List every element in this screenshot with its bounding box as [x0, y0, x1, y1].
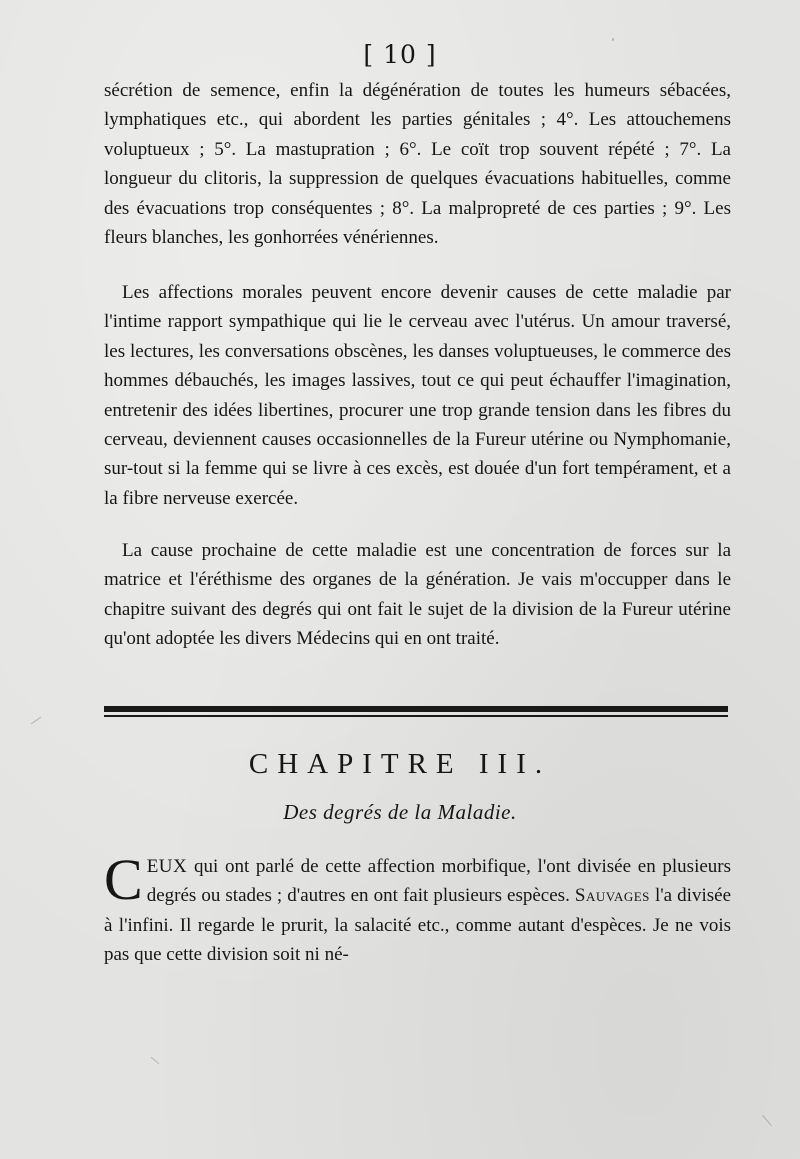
drop-cap: C: [104, 847, 143, 912]
chapter-subtitle: Des degrés de la Maladie.: [283, 800, 517, 824]
paragraph-proximate-cause: [104, 536, 731, 654]
paragraph-text: sécrétion de semence, enfin la dégénération de toutes les humeurs sébacées, lymphatiques etc., qui abordent les parties génitales ; 4°. Les attouchemens voluptueux ; 5°. La mastupration ; 6°. Le coït trop souvent répété ; 7°. La longueur du clitoris, la suppression de quelques évacuations habituelles, comme des évacuations trop conséquentes ; 8°. La malpropreté de ces parties ; 9°. Les fleurs blanches, les gonhorrées vénériennes.: [104, 80, 731, 249]
paper-speck: [151, 1057, 159, 1064]
paragraph-causes-moral: [104, 278, 731, 513]
opening-word-rest: EUX: [146, 856, 188, 877]
chapter-divider-thick: [104, 706, 728, 712]
paragraph-text: Les affections morales peuvent encore devenir causes de cette maladie par l'intime rapport sympathique qui lie le cerveau avec l'utérus. Un amour traversé, les lectures, les conversations obscènes, les danses voluptueuses, le commerce des hommes débauchés, les images lassives, tout ce qui peut échauffer l'imagination, entretenir des idées libertines, procurer une trop grande tension dans les fibres du cerveau, deviennent causes occasionnelles de la Fureur utérine ou Nymphomanie, sur-tout si la femme qui se livre à ces excès, est douée d'un fort tempérament, et a la fibre nerveuse exercée.: [104, 282, 731, 509]
author-name: Sauvages: [574, 885, 650, 907]
chapter-title: CHAPITRE III.: [248, 748, 552, 780]
paragraph-text: [104, 847, 731, 970]
paper-speck: [762, 1115, 772, 1126]
paragraph-causes-physical: [104, 76, 731, 252]
paragraph-text-part2: l'a divisée à l'infini. Il regarde le prurit, la salacité etc., comme autant d'espèces. Je ne vois pas que cette division soit ni né-: [104, 885, 731, 966]
paragraph-text-part1: qui ont parlé de cette affection morbifique, l'ont divisée en plusieurs degrés ou stades ; d'autres en ont fait plusieurs espèces.: [146, 856, 731, 907]
chapter-divider-thin: [104, 715, 728, 717]
paragraph-text: La cause prochaine de cette maladie est une concentration de forces sur la matrice et l'éréthisme des organes de la génération. Je vais m'occupper dans le chapitre suivant des degrés qui ont fait le sujet de la division de la Fureur utérine qu'ont adoptée les divers Médecins qui en ont traité.: [104, 540, 731, 650]
page-number: [ 10 ]: [363, 40, 437, 69]
paper-speck: [612, 38, 614, 41]
paper-speck: [31, 717, 41, 725]
chapter-opening-paragraph: [104, 847, 731, 970]
